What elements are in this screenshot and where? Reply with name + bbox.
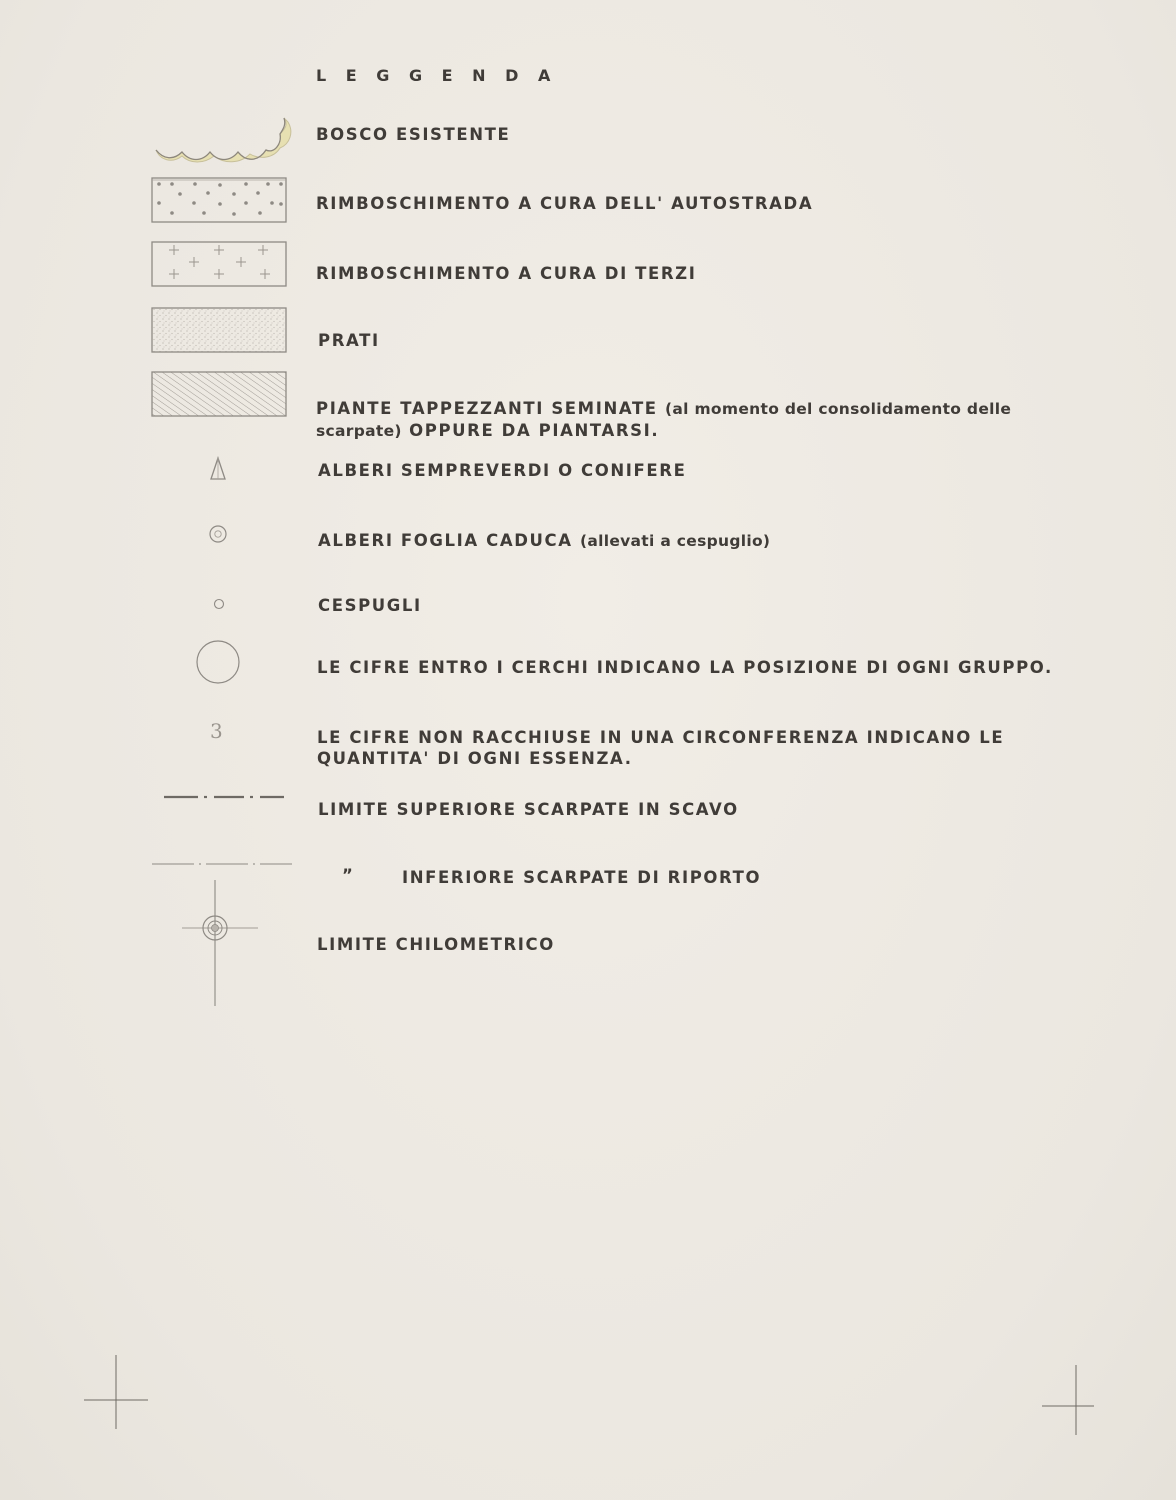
legend-label-cifre-non-racchiuse: LE CIFRE NON RACCHIUSE IN UNA CIRCONFERENZA INDICANO LE QUANTITA' DI OGNI ESSENZA. <box>317 728 1005 768</box>
hatched-rectangle-icon <box>150 370 288 418</box>
legend-label-rimboschimento-autostrada: RIMBOSCHIMENTO A CURA DELL' AUTOSTRADA <box>316 194 814 213</box>
legend-label-alberi-sempreverdi: ALBERI SEMPREVERDI O CONIFERE <box>318 461 687 480</box>
deciduous-tree-icon <box>208 524 228 544</box>
crop-mark-bottom-left-icon <box>84 1355 148 1429</box>
conifer-tree-icon <box>208 456 228 482</box>
piante-label-part-1: PIANTE TAPPEZZANTI SEMINATE <box>316 399 658 418</box>
piante-label-part-2: (al momento del consolidamento delle <box>665 400 1012 418</box>
legend-title: L E G G E N D A <box>316 66 558 85</box>
shrub-icon <box>212 597 226 611</box>
legend-label-alberi-foglia-caduca <box>318 531 770 550</box>
ditto-mark: ” <box>342 866 355 885</box>
caduca-label-upper: ALBERI FOGLIA CADUCA <box>318 531 573 550</box>
piante-label-part-4: OPPURE DA PIANTARSI. <box>409 421 660 440</box>
crosses-rectangle-icon <box>150 240 288 288</box>
dash-dot-line-thin-icon <box>150 858 295 870</box>
stippled-rectangle-icon <box>150 306 288 354</box>
legend-label-rimboschimento-terzi: RIMBOSCHIMENTO A CURA DI TERZI <box>316 264 697 283</box>
legend-label-cifre-cerchi: LE CIFRE ENTRO I CERCHI INDICANO LA POSIZIONE DI OGNI GRUPPO. <box>317 658 1053 677</box>
legend-label-piante-tappezzanti <box>316 398 1016 442</box>
legend-label-limite-superiore: LIMITE SUPERIORE SCARPATE IN SCAVO <box>318 800 739 819</box>
kilometre-marker-icon <box>180 878 260 1008</box>
dotted-rectangle-icon <box>150 176 288 224</box>
legend-label-inferiore: INFERIORE SCARPATE DI RIPORTO <box>402 868 762 887</box>
woodland-edge-icon <box>150 114 295 170</box>
legend-label-bosco-esistente: BOSCO ESISTENTE <box>316 125 511 144</box>
dash-dot-line-bold-icon <box>160 790 290 804</box>
legend-label-limite-chilometrico: LIMITE CHILOMETRICO <box>317 935 555 954</box>
group-circle-icon <box>193 637 243 687</box>
quantity-digit-icon: 3 <box>210 719 223 743</box>
piante-label-part-3: scarpate) <box>316 422 402 440</box>
legend-label-cespugli: CESPUGLI <box>318 596 422 615</box>
legend-label-prati: PRATI <box>318 331 380 350</box>
crop-mark-bottom-right-icon <box>1042 1365 1094 1435</box>
caduca-label-lower: (allevati a cespuglio) <box>579 532 771 550</box>
